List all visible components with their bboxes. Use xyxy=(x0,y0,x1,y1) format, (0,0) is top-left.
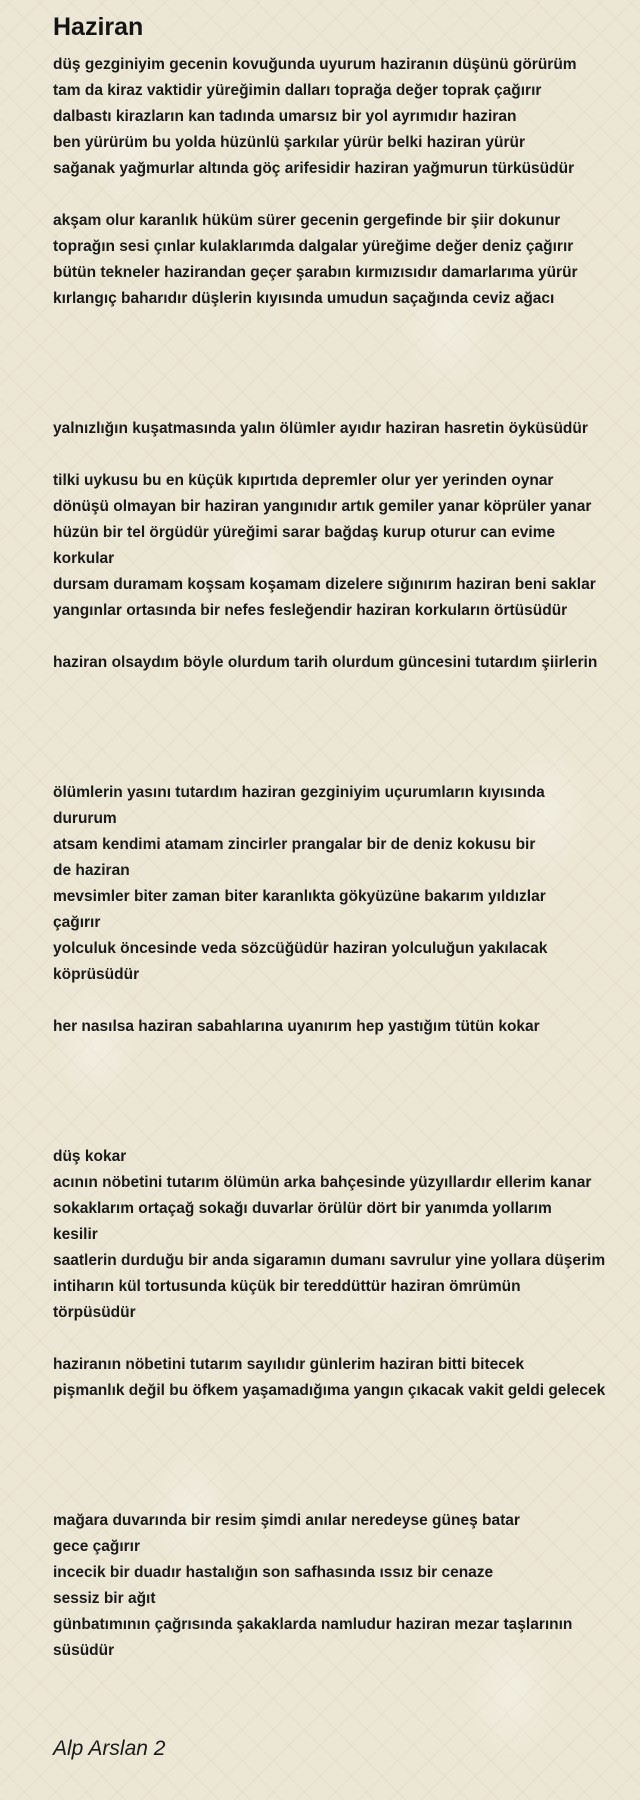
stanza-break xyxy=(53,754,633,780)
poem-line: atsam kendimi atamam zincirler prangalar bir de deniz kokusu bir xyxy=(53,836,536,853)
stanza-break xyxy=(53,442,633,468)
stanza-break xyxy=(53,1040,633,1066)
poem-line: düş gezginiyim gecenin kovuğunda uyurum haziranın düşünü görürüm xyxy=(53,56,577,73)
stanza-break xyxy=(53,338,633,364)
poem-line: ben yürürüm bu yolda hüzünlü şarkılar yürür belki haziran yürür xyxy=(53,134,525,151)
poem-page xyxy=(53,10,633,1664)
poem-line: pişmanlık değil bu öfkem yaşamadığıma yangın çıkacak vakit geldi gelecek xyxy=(53,1382,606,1399)
poem-line: kesilir xyxy=(53,1226,98,1243)
stanza-break xyxy=(53,1456,633,1482)
poem-line: kırlangıç baharıdır düşlerin kıyısında umudun saçağında ceviz ağacı xyxy=(53,290,555,307)
stanza-break xyxy=(53,1066,633,1092)
poem-line: köprüsüdür xyxy=(53,966,140,983)
poem-line: toprağın sesi çınlar kulaklarımda dalgalar yüreğime değer deniz çağırır xyxy=(53,238,574,255)
stanza-break xyxy=(53,1118,633,1144)
stanza-break xyxy=(53,1326,633,1352)
stanza-break xyxy=(53,624,633,650)
poem-line: intiharın kül tortusunda küçük bir tereddüttür haziran ömrümün xyxy=(53,1278,521,1295)
poem-line: haziran olsaydım böyle olurdum tarih olurdum güncesini tutardım şiirlerin xyxy=(53,654,598,671)
poem-line: hüzün bir tel örgüdür yüreğimi sarar bağdaş kurup oturur can evime xyxy=(53,524,556,541)
poem-line: gece çağırır xyxy=(53,1538,141,1555)
poem-line: dururum xyxy=(53,810,117,827)
stanza-break xyxy=(53,728,633,754)
poem-line: acının nöbetini tutarım ölümün arka bahçesinde yüzyıllardır ellerim kanar xyxy=(53,1174,592,1191)
poem-line: düş kokar xyxy=(53,1148,127,1165)
stanza-break xyxy=(53,312,633,338)
poem-line: mevsimler biter zaman biter karanlıkta gökyüzüne bakarım yıldızlar xyxy=(53,888,546,905)
poem-line: yalnızlığın kuşatmasında yalın ölümler ayıdır haziran hasretin öyküsüdür xyxy=(53,420,588,437)
poem-line: her nasılsa haziran sabahlarına uyanırım hep yastığım tütün kokar xyxy=(53,1018,540,1035)
stanza-break xyxy=(53,390,633,416)
poem-body xyxy=(53,52,633,1664)
poem-line: tilki uykusu bu en küçük kıpırtıda depremler olur yer yerinden oynar xyxy=(53,472,554,489)
poem-line: yolculuk öncesinde veda sözcüğüdür haziran yolculuğun yakılacak xyxy=(53,940,548,957)
poem-line: sokaklarım ortaçağ sokağı duvarlar örülür dört bir yanımda yollarım xyxy=(53,1200,552,1217)
poem-line: dönüşü olmayan bir haziran yangınıdır artık gemiler yanar köprüler yanar xyxy=(53,498,592,515)
stanza-break xyxy=(53,1092,633,1118)
poem-line: çağırır xyxy=(53,914,101,931)
stanza-break xyxy=(53,182,633,208)
poem-line: günbatımının çağrısında şakaklarda namludur haziran mezar taşlarının xyxy=(53,1616,573,1633)
poem-line: saatlerin durduğu bir anda sigaramın dumanı savrulur yine yollara düşerim xyxy=(53,1252,606,1269)
poem-line: dursam duramam koşsam koşamam dizelere sığınırım haziran beni saklar xyxy=(53,576,596,593)
poem-line: haziranın nöbetini tutarım sayılıdır günlerim haziran bitti bitecek xyxy=(53,1356,525,1373)
poem-line: sağanak yağmurlar altında göç arifesidir haziran yağmurun türküsüdür xyxy=(53,160,575,177)
stanza-break xyxy=(53,1482,633,1508)
stanza-break xyxy=(53,676,633,702)
poem-line: incecik bir duadır hastalığın son safhasında ıssız bir cenaze xyxy=(53,1564,494,1581)
poem-line: mağara duvarında bir resim şimdi anılar neredeyse güneş batar xyxy=(53,1512,520,1529)
poem-line: tam da kiraz vaktidir yüreğimin dalları toprağa değer toprak çağırır xyxy=(53,82,542,99)
stanza-break xyxy=(53,364,633,390)
poem-line: bütün tekneler hazirandan geçer şarabın kırmızısıdır damarlarıma yürür xyxy=(53,264,578,281)
poem-line: yangınlar ortasında bir nefes fesleğendir haziran korkuların örtüsüdür xyxy=(53,602,568,619)
stanza-break xyxy=(53,1404,633,1430)
poem-line: süsüdür xyxy=(53,1642,115,1659)
poem-line: dalbastı kirazların kan tadında umarsız bir yol ayrımıdır haziran xyxy=(53,108,517,125)
poem-line: sessiz bir ağıt xyxy=(53,1590,156,1607)
stanza-break xyxy=(53,702,633,728)
poem-line: de haziran xyxy=(53,862,130,879)
poem-line: korkular xyxy=(53,550,115,567)
poem-line: ölümlerin yasını tutardım haziran gezginiyim uçurumların kıyısında xyxy=(53,784,545,801)
stanza-break xyxy=(53,1430,633,1456)
stanza-break xyxy=(53,988,633,1014)
poem-author: Alp Arslan 2 xyxy=(53,1737,166,1760)
poem-title: Haziran xyxy=(53,13,144,41)
poem-line: akşam olur karanlık hüküm sürer gecenin gergefinde bir şiir dokunur xyxy=(53,212,561,229)
poem-line: törpüsüdür xyxy=(53,1304,136,1321)
